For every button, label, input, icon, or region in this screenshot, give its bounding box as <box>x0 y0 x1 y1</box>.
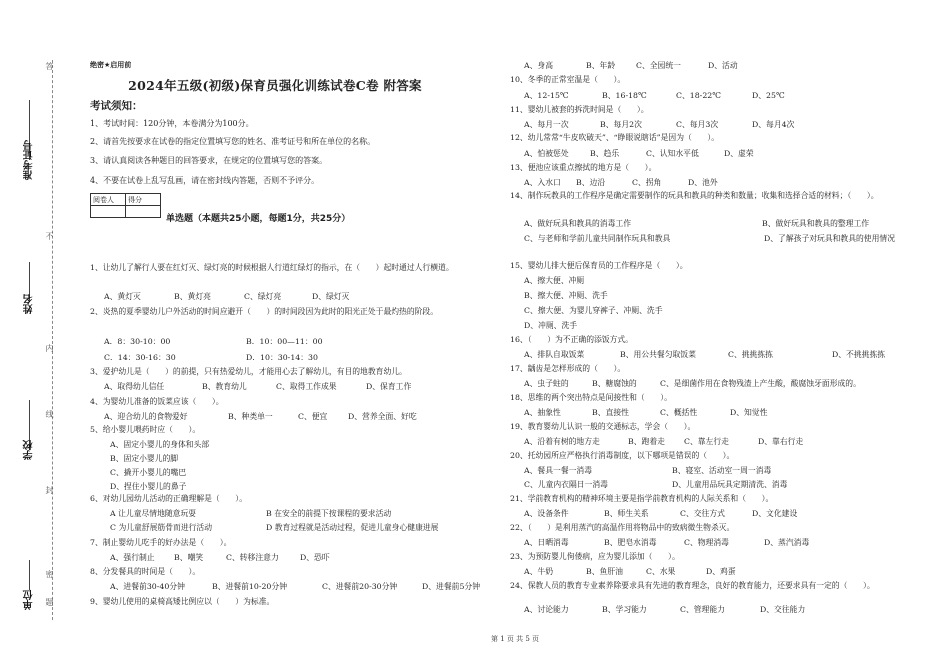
question-stem: 6、对幼儿园幼儿活动的正确理解是（ ）。 <box>90 494 247 503</box>
answer-option[interactable]: B、年龄 <box>586 61 616 70</box>
seal-mark: 内 <box>45 344 54 352</box>
question-stem: 24、保教人员的教育专业素养除要求具有先进的教育理念，良好的教育能力，还要求具有一定的（ ）。 <box>510 581 875 590</box>
answer-option[interactable]: D、了解孩子对玩具和教具的使用情况 <box>764 234 895 243</box>
answer-option[interactable]: A、虫子蛀的 <box>524 379 569 388</box>
answer-option[interactable]: A、固定小婴儿的身体和头部 <box>110 440 210 449</box>
answer-option[interactable]: D、虚荣 <box>724 149 754 158</box>
answer-option[interactable]: A、擦大便、冲厕 <box>524 276 585 285</box>
answer-option[interactable]: C、拐角 <box>632 178 662 187</box>
question-stem: 22、（ ）是利用蒸汽的高温作用将物品中的致病微生物杀灭。 <box>510 523 735 532</box>
answer-option[interactable]: C、与老师和学前儿童共同制作玩具和教具 <box>524 234 671 243</box>
answer-option[interactable]: A、进餐前30-40分钟 <box>110 582 185 591</box>
answer-option[interactable]: D、保育工作 <box>366 382 412 391</box>
answer-option[interactable]: A、设备条件 <box>524 509 569 518</box>
score-blank[interactable] <box>126 206 161 218</box>
answer-option[interactable]: C、便宜 <box>298 412 328 421</box>
answer-option[interactable]: A、做好玩具和教具的消毒工作 <box>524 219 631 228</box>
seal-mark: 答 <box>45 62 54 70</box>
answer-option[interactable]: D、冲厕、洗手 <box>524 321 578 330</box>
answer-option[interactable]: B、进餐前10-20分钟 <box>212 582 287 591</box>
answer-option[interactable]: A 让儿童尽情地随意玩耍 <box>110 509 197 518</box>
answer-option[interactable]: C、水果 <box>646 567 676 576</box>
answer-option[interactable]: C、儿童内衣隔日一消毒 <box>524 480 608 489</box>
answer-option[interactable]: A、入水口 <box>524 178 561 187</box>
answer-option[interactable]: B、擦大便、冲厕、洗手 <box>524 291 608 300</box>
answer-option[interactable]: A、强行制止 <box>110 553 155 562</box>
secret-mark: 绝密★启用前 <box>90 61 132 69</box>
answer-option[interactable]: C、概括性 <box>660 408 698 417</box>
answer-option[interactable]: A、沿着有树的地方走 <box>524 437 600 446</box>
answer-option[interactable]: C、靠左行走 <box>684 437 729 446</box>
answer-option[interactable]: D、知觉性 <box>730 408 768 417</box>
answer-option[interactable]: A、迎合幼儿的食物爱好 <box>104 412 188 421</box>
answer-option[interactable]: A、取得幼儿信任 <box>104 382 165 391</box>
notice-heading: 考试须知： <box>90 100 143 112</box>
answer-option[interactable]: C、交往方式 <box>680 509 725 518</box>
answer-option[interactable]: B、嘲笑 <box>174 553 204 562</box>
page-footer: 第 1 页 共 5 页 <box>490 635 540 643</box>
question-stem: 19、教育婴幼儿认识一般的交通标志，学会（ ）。 <box>510 422 696 431</box>
answer-option[interactable]: D、绿灯灭 <box>312 292 350 301</box>
answer-option[interactable]: D、活动 <box>708 61 738 70</box>
question-stem: 5、给小婴儿喂药时应（ ）。 <box>90 425 201 434</box>
question-stem: 18、思维的两个突出特点是间接性和（ ）。 <box>510 393 672 402</box>
answer-option[interactable]: C、转移注意力 <box>226 553 279 562</box>
answer-option[interactable]: B、学习能力 <box>602 605 647 614</box>
answer-option[interactable]: B、用公共餐匀取饭菜 <box>620 350 696 359</box>
question-stem: 9、婴幼儿使用的桌椅高矮比例应以（ ）为标准。 <box>90 597 275 606</box>
question-stem: 20、托幼园所应严格执行消毒制度，以下哪项是错误的（ ）。 <box>510 451 735 460</box>
notice-item: 3、请认真阅读各种题目的回答要求，在规定的位置填写您的答案。 <box>90 156 328 165</box>
answer-option[interactable]: A、日晒消毒 <box>524 538 569 547</box>
reviewer-cell: 阅卷人 <box>91 194 126 206</box>
answer-option[interactable]: B、每月2次 <box>600 120 642 129</box>
answer-option[interactable]: A、身高 <box>524 61 554 70</box>
answer-option[interactable]: B、教育幼儿 <box>202 382 247 391</box>
notice-item: 4、不要在试卷上乱写乱画，请在密封线内答题，否则不予评分。 <box>90 176 320 185</box>
answer-option[interactable]: C、挑挑拣拣 <box>728 350 773 359</box>
unit-label: 单位 <box>24 590 35 610</box>
answer-option[interactable]: B、糖腐蚀的 <box>592 379 637 388</box>
question-stem: 10、冬季的正常室温是（ ）。 <box>510 75 626 84</box>
notice-item: 2、请首先按要求在试卷的指定位置填写您的姓名、准考证号和所在单位的名称。 <box>90 137 376 146</box>
question-stem: 8、分发餐具的时间是（ ）。 <box>90 567 201 576</box>
answer-option[interactable]: C、全园统一 <box>636 61 681 70</box>
answer-option[interactable]: D、捏住小婴儿的鼻子 <box>110 482 187 491</box>
answer-option[interactable]: A．8：30-10：00 <box>104 337 171 346</box>
answer-option[interactable]: A、讨论能力 <box>524 605 569 614</box>
seal-mark: 不 <box>45 232 54 240</box>
question-stem: 23、为预防婴儿佝偻病，应为婴儿添加（ ）。 <box>510 552 680 561</box>
exam-page <box>80 0 950 671</box>
answer-option[interactable]: D、靠右行走 <box>758 437 804 446</box>
answer-option[interactable]: D、鸡蛋 <box>706 567 736 576</box>
answer-option[interactable]: C．14：30-16：30 <box>104 353 176 362</box>
answer-option[interactable]: B、黄灯亮 <box>174 292 211 301</box>
question-stem: 14、制作玩教具的工作程序是确定需要制作的玩具和教具的种类和数量；收集和选择合适的材料；（ ）。 <box>510 191 879 200</box>
answer-option[interactable]: C、是细菌作用在食物残渣上产生酸，酸腐蚀牙面形成的。 <box>660 379 861 388</box>
answer-option[interactable]: D、营养全面、好吃 <box>348 412 417 421</box>
answer-option[interactable]: A、排队自取饭菜 <box>524 350 585 359</box>
answer-option[interactable]: D、恐吓 <box>300 553 330 562</box>
seal-mark: 封 <box>45 486 54 494</box>
answer-option[interactable]: B、师生关系 <box>604 509 649 518</box>
answer-option[interactable]: D、文化建设 <box>752 509 798 518</box>
question-stem: 21、学前教育机构的精神环境主要是指学前教育机构的人际关系和（ ）。 <box>510 494 774 503</box>
answer-option[interactable]: C、绿灯亮 <box>244 292 282 301</box>
answer-option[interactable]: B、肥皂水消毒 <box>604 538 657 547</box>
notice-item: 1、考试时间：120分钟，本卷满分为100分。 <box>90 119 254 128</box>
question-stem: 11、婴幼儿被套的拆洗时间是（ ）。 <box>510 105 649 114</box>
section-title: 单选题（本题共25小题，每题1分，共25分） <box>166 214 351 224</box>
answer-option[interactable]: B．10：00—11：00 <box>246 337 323 346</box>
question-stem: 15、婴幼儿排大便后保育员的工作程序是（ ）。 <box>510 261 688 270</box>
question-stem: 17、龋齿是怎样形成的（ ）。 <box>510 364 626 373</box>
answer-option[interactable]: D、不挑挑拣拣 <box>832 350 886 359</box>
answer-option[interactable]: D、池外 <box>688 178 718 187</box>
answer-option[interactable]: C、管理能力 <box>680 605 725 614</box>
question-stem: 16、（ ）为不正确的添饭方式。 <box>510 335 633 344</box>
seal-mark: 密 <box>45 570 54 578</box>
answer-option[interactable]: A、餐具一餐一消毒 <box>524 466 593 475</box>
answer-option[interactable]: B、边沿 <box>576 178 606 187</box>
answer-option[interactable]: D、交往能力 <box>760 605 806 614</box>
answer-option[interactable]: A、12-15℃ <box>524 91 569 100</box>
score-table <box>90 193 161 218</box>
question-stem: 7、制止婴幼儿吃手的好办法是（ ）。 <box>90 538 232 547</box>
answer-option[interactable]: B、鱼肝油 <box>586 567 623 576</box>
answer-option[interactable]: D．10：30-14：30 <box>246 353 318 362</box>
answer-option[interactable]: C、18-22℃ <box>676 91 721 100</box>
exam-number-label: 准考证号 <box>24 140 35 180</box>
answer-option[interactable]: A、怕被惩处 <box>524 149 569 158</box>
score-cell: 得分 <box>126 194 161 206</box>
binding-margin <box>0 0 80 671</box>
seal-mark: 题 <box>45 598 54 606</box>
answer-option[interactable]: C、每月3次 <box>676 120 719 129</box>
question-stem: 13、便池应该重点擦拭的地方是（ ）。 <box>510 163 657 172</box>
reviewer-blank[interactable] <box>91 206 126 218</box>
answer-option[interactable]: B、16-18℃ <box>602 91 647 100</box>
answer-option[interactable]: A、牛奶 <box>524 567 554 576</box>
question-stem: 2、炎热的夏季婴幼儿户外活动的时间应避开（ ）的时间段因为此时的阳光正处于最灼热的阶段。 <box>90 307 439 316</box>
answer-option[interactable]: C 为儿童舒展筋骨而进行活动 <box>110 523 213 532</box>
answer-option[interactable]: B、做好玩具和教具的整理工作 <box>762 219 870 228</box>
answer-option[interactable]: C、认知水平低 <box>646 149 699 158</box>
answer-option[interactable]: C、取得工作成果 <box>276 382 337 391</box>
seal-mark: 线 <box>45 410 54 418</box>
name-label: 姓名 <box>24 294 35 314</box>
school-label: 学校 <box>24 440 35 460</box>
answer-option[interactable]: A、每月一次 <box>524 120 569 129</box>
answer-option[interactable]: A、抽象性 <box>524 408 561 417</box>
seal-line <box>52 60 53 620</box>
question-stem: 4、为婴幼儿准备的饭菜应该（ ）。 <box>90 397 224 406</box>
question-stem: 12、幼儿常常“牛皮吹破天”、“睁眼说瞎话”是因为（ ）。 <box>510 133 720 142</box>
answer-option[interactable]: D 教育过程就是活动过程，促进儿童身心健康进展 <box>266 523 439 532</box>
answer-option[interactable]: B、跑着走 <box>628 437 665 446</box>
answer-option[interactable]: B、种类单一 <box>228 412 273 421</box>
answer-option[interactable]: C、撬开小婴儿的嘴巴 <box>110 468 187 477</box>
answer-option[interactable]: B 在安全的前提下按课程的要求活动 <box>266 509 392 518</box>
answer-option[interactable]: D、蒸汽消毒 <box>764 538 810 547</box>
answer-option[interactable]: C、进餐前20-30分钟 <box>322 582 398 591</box>
answer-option[interactable]: B、固定小婴儿的脚 <box>110 454 179 463</box>
unit-line <box>29 560 30 590</box>
answer-option[interactable]: C、物理消毒 <box>684 538 729 547</box>
answer-option[interactable]: D、儿童用品玩具定期清洗、消毒 <box>672 480 788 489</box>
answer-option[interactable]: B、趋乐 <box>590 149 620 158</box>
answer-option[interactable]: B、直接性 <box>592 408 629 417</box>
answer-option[interactable]: C、擦大便、为婴儿穿裤子、冲厕、洗手 <box>524 306 663 315</box>
answer-option[interactable]: D、进餐前5分钟 <box>422 582 480 591</box>
page-title: 2024年五级(初级)保育员强化训练试卷C卷 附答案 <box>128 78 422 93</box>
answer-option[interactable]: D、每月4次 <box>752 120 795 129</box>
question-stem: 3、爱护幼儿是（ ）的前提，只有热爱幼儿，才能用心去了解幼儿，有目的地教育幼儿。 <box>90 367 407 376</box>
answer-option[interactable]: A、黄灯灭 <box>104 292 141 301</box>
question-stem: 1、让幼儿了解行人要在红灯灭、绿灯亮的时候根据人行道红绿灯的指示，在（ ）起时通过人行横道。 <box>90 263 454 272</box>
answer-option[interactable]: D、25℃ <box>752 91 785 100</box>
answer-option[interactable]: B、寝室、活动室一周一消毒 <box>672 466 772 475</box>
